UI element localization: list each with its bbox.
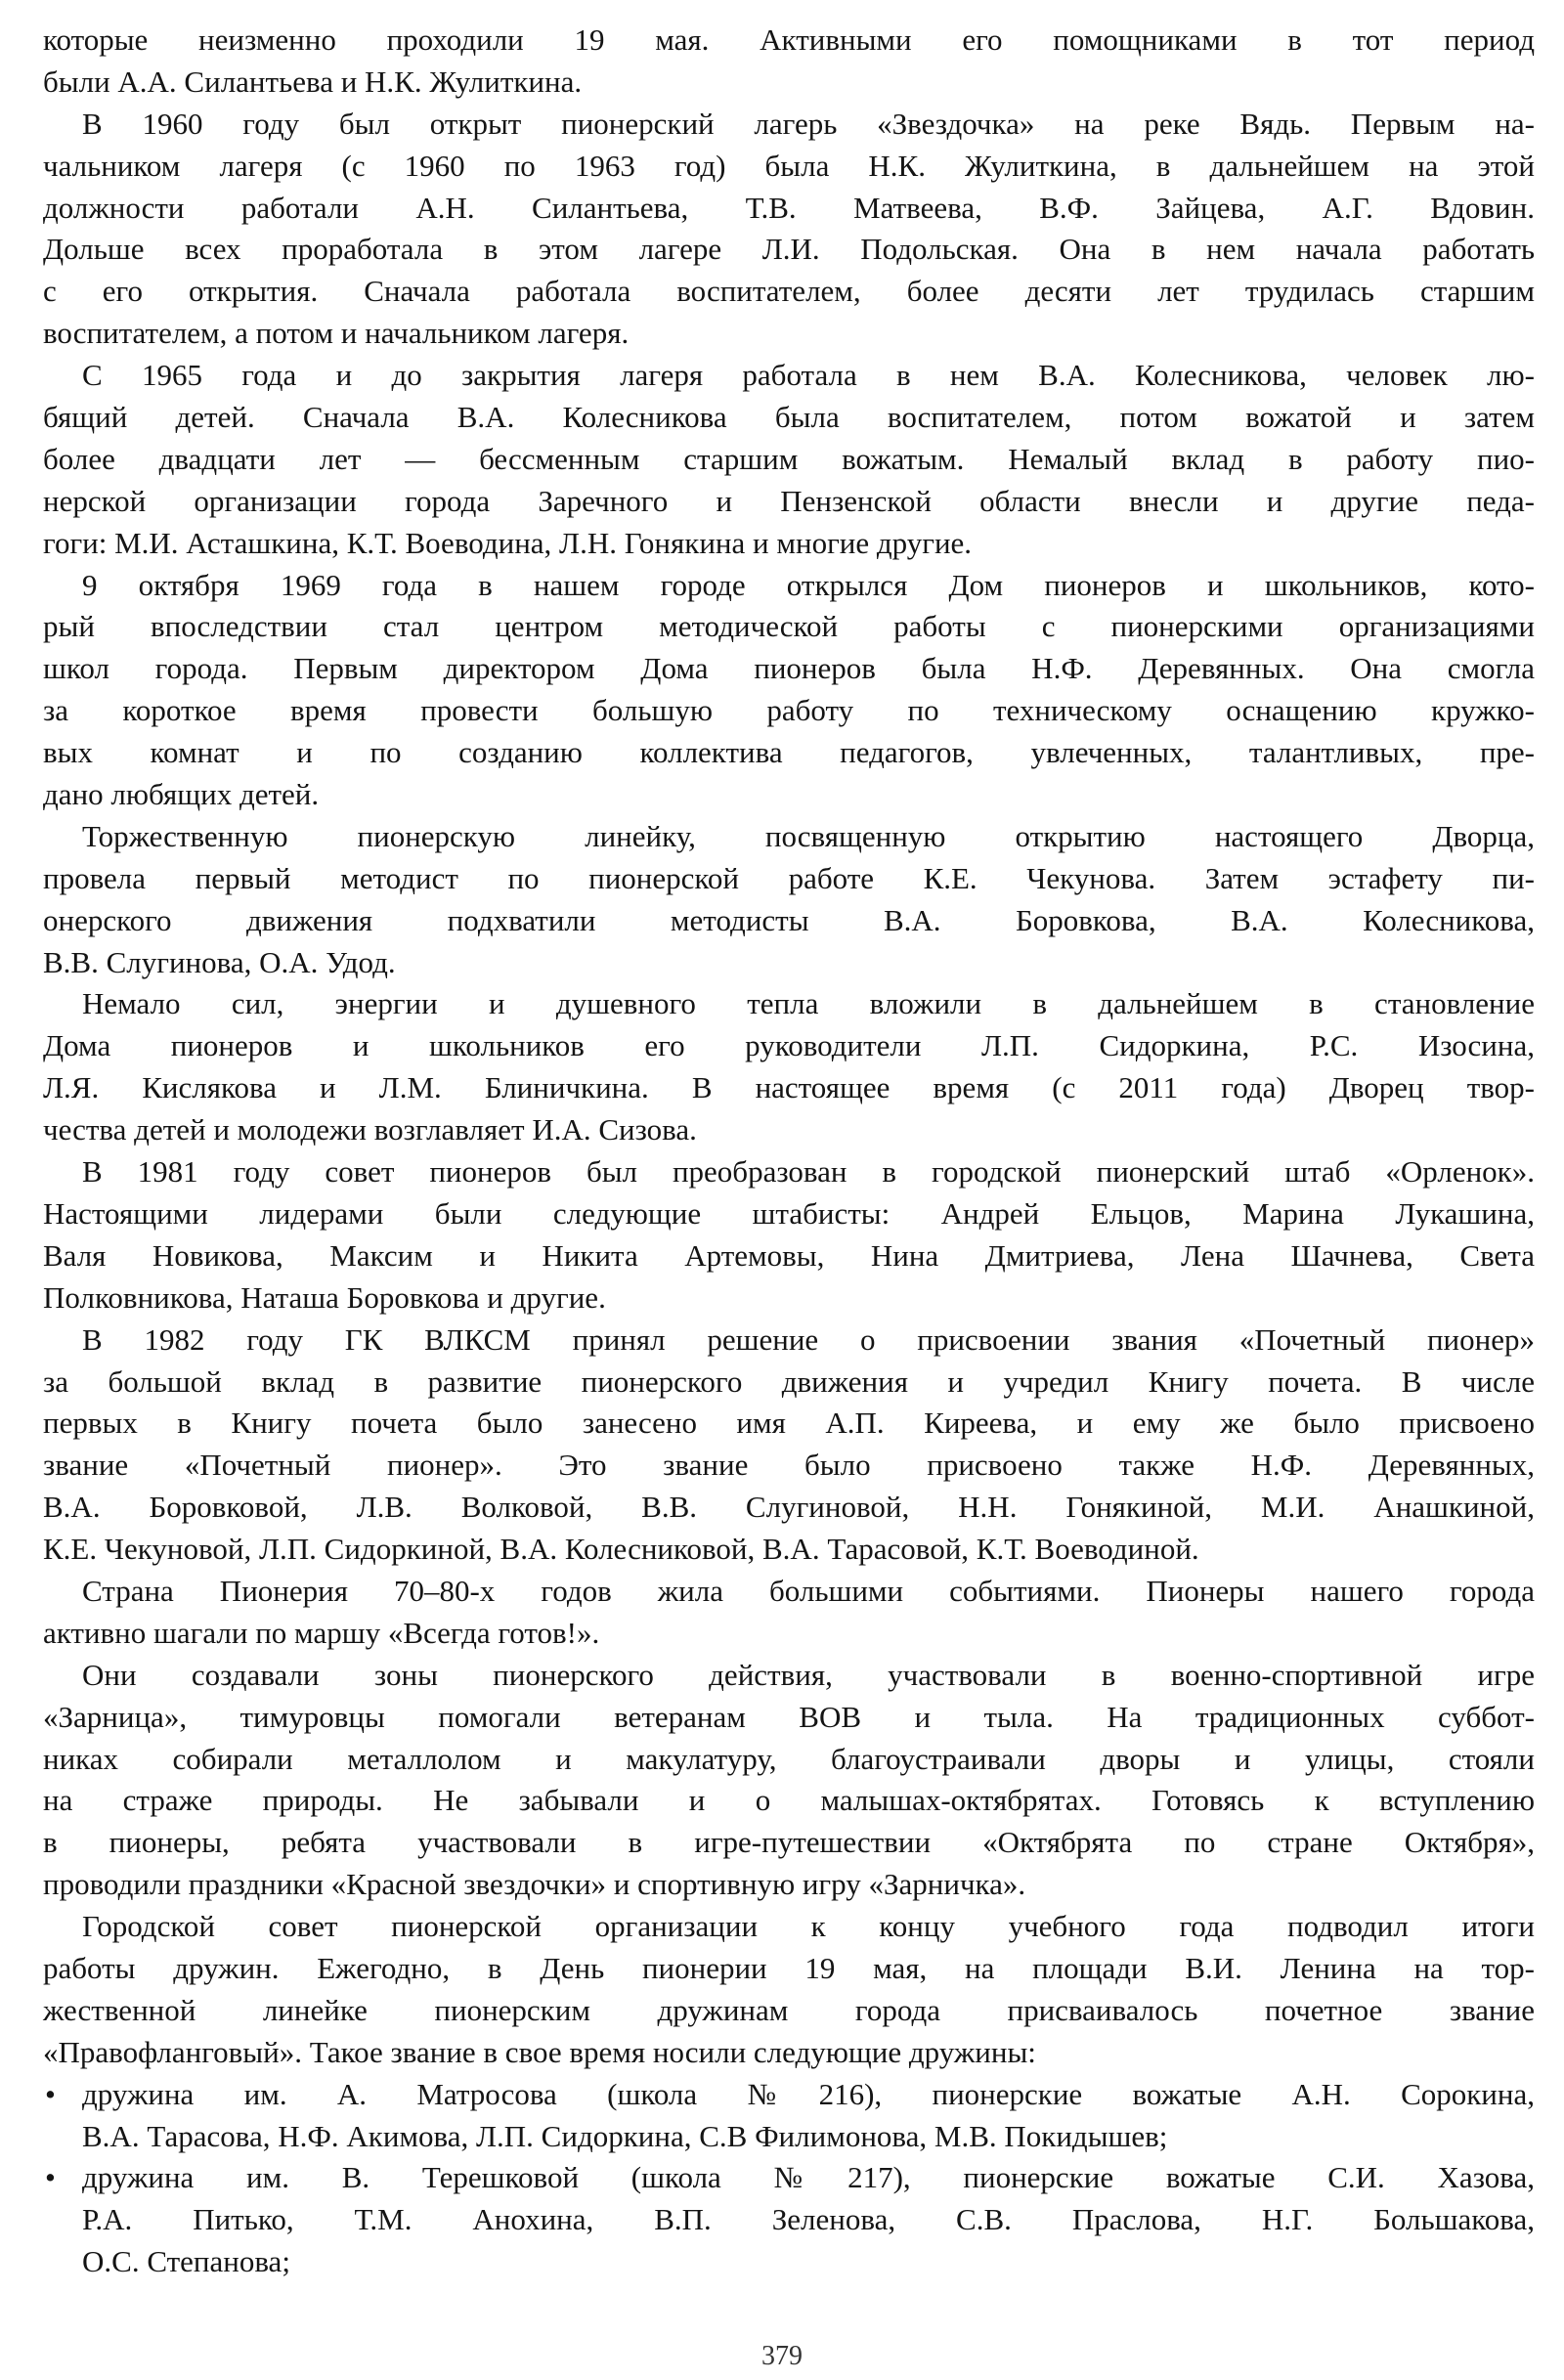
text-line: были А.А. Силантьева и Н.К. Жулиткина.: [43, 64, 583, 99]
text-line: В.А. Боровковой, Л.В. Волковой, В.В. Слугиновой, Н.Н. Гонякиной, М.И. Анашкиной,: [43, 1490, 1535, 1525]
text-line: более двадцати лет — бессменным старшим вожатым. Немалый вклад в работу пио-: [43, 441, 1535, 476]
text-line: в пионеры, ребята участвовали в игре-путешествии «Октябрята по стране Октября»,: [43, 1825, 1535, 1860]
text-line: жественной линейке пионерским дружинам города присваивалось почетное звание: [43, 1992, 1535, 2027]
text-line: гоги: М.И. Асташкина, К.Т. Воеводина, Л.Н. Гонякина и многие другие.: [43, 525, 973, 560]
text-line: вых комнат и по созданию коллектива педагогов, увлеченных, талантливых, пре-: [43, 735, 1535, 770]
paragraph: [43, 1320, 1535, 1571]
text-line: Страна Пионерия 70–80-х годов жила большими событиями. Пионеры нашего города: [82, 1573, 1535, 1608]
text-line: бящий детей. Сначала В.А. Колесникова была воспитателем, потом вожатой и затем: [43, 400, 1535, 435]
text-line: звание «Почетный пионер». Это звание было присвоено также Н.Ф. Деревянных,: [43, 1448, 1535, 1483]
text-line: активно шагали по маршу «Всегда готов!».: [43, 1615, 600, 1650]
text-line: Настоящими лидерами были следующие штабисты: Андрей Ельцов, Марина Лукашина,: [43, 1195, 1535, 1231]
paragraph: [43, 1571, 1535, 1655]
text-line: К.Е. Чекуновой, Л.П. Сидоркиной, В.А. Колесниковой, В.А. Тарасовой, К.Т. Воеводиной.: [43, 1532, 1199, 1567]
paragraph: [43, 20, 1535, 104]
bullet-icon: •: [45, 2076, 56, 2111]
text-line: В 1981 году совет пионеров был преобразован в городской пионерский штаб «Орленок».: [82, 1154, 1535, 1190]
text-line: Л.Я. Кислякова и Л.М. Блиничкина. В настоящее время (с 2011 года) Дворец твор-: [43, 1070, 1535, 1105]
text-line: воспитателем, а потом и начальником лагеря.: [43, 316, 630, 351]
bullet-list: [43, 2074, 1535, 2283]
text-line: Полковникова, Наташа Боровкова и другие.: [43, 1279, 606, 1315]
text-line: за большой вклад в развитие пионерского движения и учредил Книгу почета. В числе: [43, 1363, 1535, 1399]
text-line: дружина им. А. Матросова (школа №216), пионерские вожатые А.Н. Сорокина,: [82, 2076, 1535, 2111]
text-line: Они создавали зоны пионерского действия, участвовали в военно-спортивной игре: [82, 1657, 1535, 1692]
paragraph: [43, 104, 1535, 355]
paragraph: [43, 1906, 1535, 2074]
bullet-icon: •: [45, 2160, 56, 2195]
text-line: рый впоследствии стал центром методической работы с пионерскими организациями: [43, 609, 1535, 644]
list-item: [43, 2074, 1535, 2158]
text-line: В 1960 году был открыт пионерский лагерь «Звездочка» на реке Вядь. Первым на-: [82, 106, 1535, 141]
paragraph: [43, 816, 1535, 984]
text-line: Немало сил, энергии и душевного тепла вложили в дальнейшем в становление: [82, 986, 1535, 1021]
text-line: проводили праздники «Красной звездочки» и спортивную игру «Зарничка».: [43, 1867, 1026, 1902]
text-line: В 1982 году ГК ВЛКСМ принял решение о присвоении звания «Почетный пионер»: [82, 1321, 1535, 1357]
text-line: чества детей и молодежи возглавляет И.А. Сизова.: [43, 1112, 697, 1147]
text-line: О.С. Степанова;: [82, 2244, 290, 2279]
text-line: первых в Книгу почета было занесено имя А.П. Киреева, и ему же было присвоено: [43, 1406, 1535, 1441]
text-line: с его открытия. Сначала работала воспитателем, более десяти лет трудилась старшим: [43, 274, 1535, 309]
paragraph: [43, 355, 1535, 564]
page-number: 379: [761, 2341, 803, 2371]
page-body: [43, 20, 1535, 2283]
paragraphs: [43, 20, 1535, 2074]
paragraph: [43, 983, 1535, 1151]
text-line: нерской организации города Заречного и Пензенской области внесли и другие педа-: [43, 483, 1535, 518]
text-line: провела первый методист по пионерской работе К.Е. Чекунова. Затем эстафету пи-: [43, 860, 1535, 895]
text-line: Торжественную пионерскую линейку, посвященную открытию настоящего Дворца,: [82, 818, 1535, 853]
text-line: Дольше всех проработала в этом лагере Л.И. Подольская. Она в нем начала работать: [43, 232, 1535, 267]
text-line: онерского движения подхватили методисты В.А. Боровкова, В.А. Колесникова,: [43, 902, 1535, 937]
paragraph: [43, 1151, 1535, 1320]
text-line: Р.А. Питько, Т.М. Анохина, В.П. Зеленова, С.В. Праслова, Н.Г. Большакова,: [82, 2202, 1535, 2237]
list-item: [43, 2157, 1535, 2283]
text-line: никах собирали металлолом и макулатуру, благоустраивали дворы и улицы, стояли: [43, 1741, 1535, 1776]
paragraph: [43, 565, 1535, 816]
text-line: В.А. Тарасова, Н.Ф. Акимова, Л.П. Сидоркина, С.В Филимонова, М.В. Покидышев;: [82, 2118, 1168, 2153]
text-line: Валя Новикова, Максим и Никита Артемовы, Нина Дмитриева, Лена Шачнева, Света: [43, 1237, 1535, 1273]
text-line: дано любящих детей.: [43, 777, 320, 812]
text-line: чальником лагеря (с 1960 по 1963 год) была Н.К. Жулиткина, в дальнейшем на этой: [43, 148, 1535, 183]
text-line: «Зарница», тимуровцы помогали ветеранам ВОВ и тыла. На традиционных суббот-: [43, 1699, 1535, 1734]
text-line: должности работали А.Н. Силантьева, Т.В. Матвеева, В.Ф. Зайцева, А.Г. Вдовин.: [43, 190, 1535, 225]
text-line: дружина им. В. Терешковой (школа №217), пионерские вожатые С.И. Хазова,: [82, 2160, 1535, 2195]
text-line: «Правофланговый». Такое звание в свое время носили следующие дружины:: [43, 2034, 1036, 2069]
text-line: за короткое время провести большую работу по техническому оснащению кружко-: [43, 693, 1535, 728]
paragraph: [43, 1655, 1535, 1906]
text-line: Городской совет пионерской организации к концу учебного года подводил итоги: [82, 1909, 1535, 1944]
text-line: 9 октября 1969 года в нашем городе открылся Дом пионеров и школьников, кото-: [82, 567, 1535, 602]
text-line: школ города. Первым директором Дома пионеров была Н.Ф. Деревянных. Она смогла: [43, 651, 1535, 686]
text-line: работы дружин. Ежегодно, в День пионерии 19 мая, на площади В.И. Ленина на тор-: [43, 1950, 1535, 1985]
text-line: которые неизменно проходили 19 мая. Активными его помощниками в тот период: [43, 22, 1535, 57]
text-line: В.В. Слугинова, О.А. Удод.: [43, 944, 396, 979]
text-line: на страже природы. Не забывали и о малышах-октябрятах. Готовясь к вступлению: [43, 1783, 1535, 1818]
text-line: С 1965 года и до закрытия лагеря работала в нем В.А. Колесникова, человек лю-: [82, 358, 1535, 393]
text-line: Дома пионеров и школьников его руководители Л.П. Сидоркина, Р.С. Изосина,: [43, 1028, 1535, 1063]
